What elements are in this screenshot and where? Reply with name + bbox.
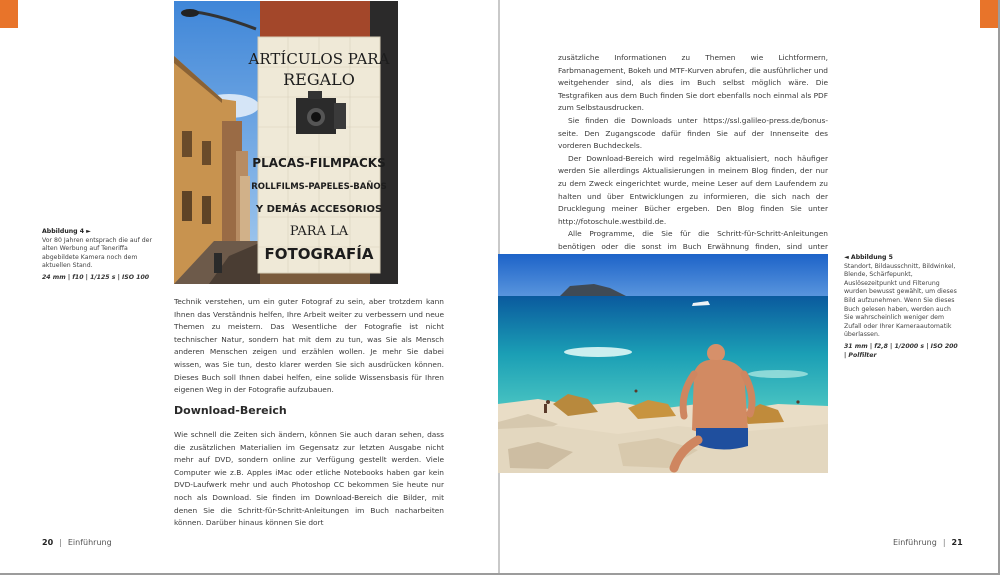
figure-4-caption — [42, 228, 154, 283]
sign-line-6: PARA LA — [289, 224, 349, 239]
intro-paragraph: Technik verstehen, um ein guter Fotograf zu sein, aber trotzdem kann Ihnen das Verständnis helfen, Ihre Arbeit weiter zu verbessern und neue Themen zu meistern. Das Wesentliche der Fotografie ist nicht technischer Natur, sondern hat mit dem zu tun, was Sie als Mensch anderen Menschen zeigen und erzählen wollen. Je mehr Sie dabei wissen, was Sie tun, desto klarer werden Sie sich ausdrücken können. Dieses Buch soll Ihnen dabei helfen, eine solide Wissensbasis für Ihren eigenen Weg in der Fotografie aufzubauen. — [174, 297, 444, 395]
street-sign-image — [174, 1, 398, 284]
figure-4-caption-meta: 24 mm | f10 | 1/125 s | ISO 100 — [42, 273, 150, 281]
section-heading: Download-Bereich — [174, 404, 287, 417]
figure-5-caption-meta: 31 mm | f2,8 | 1/2000 s | ISO 200 | Polfilter — [844, 342, 958, 359]
sign-line-1: ARTÍCULOS PARA — [248, 50, 390, 68]
sign-line-2: REGALO — [283, 70, 355, 89]
left-page — [0, 0, 498, 573]
figure-5-caption-title: ◄ Abbildung 5 — [844, 254, 893, 261]
figure-4-caption-text: Vor 80 Jahren entsprach die auf der alten Werbung auf Teneriffa abgebildete Kamera noch dem aktuellen Stand. — [42, 236, 153, 270]
section-paragraph-block — [174, 429, 444, 530]
right-paragraph-4: Alle Programme, die Sie für die Schritt-für-Schritt-Anleitungen benötigen oder die sonst im Buch Erwähnung finden, sind unter — [558, 229, 828, 251]
sign-line-4: ROLLFILMS-PAPELES-BAÑOS — [251, 182, 387, 192]
right-page-number: 21 — [951, 538, 963, 547]
sign-line-3: PLACAS-FILMPACKS — [252, 156, 386, 170]
left-chapter-name: Einführung — [67, 538, 112, 547]
figure-5-photo — [498, 254, 828, 473]
section-paragraph: Wie schnell die Zeiten sich ändern, können Sie auch daran sehen, dass die zusätzlichen Materialien im Gegensatz zur letzten Ausgabe nicht mehr auf DVD, sondern online zur Verfügung gestellt werden. Viele Computer wie z.B. Apples iMac oder etliche Notebooks haben gar kein DVD-Laufwerk mehr und auch Photoshop CC bekommen Sie heute nur noch als Download. Sie finden im Download-Bereich die Bilder, mit denen Sie die Schritt-für-Schritt-Anleitungen im Buch nacharbeiten können. Darüber hinaus können Sie dort — [174, 430, 444, 528]
sign-line-7: FOTOGRAFÍA — [264, 245, 374, 263]
left-page-number: 20 — [42, 538, 54, 547]
beach-image — [498, 254, 828, 473]
figure-5-caption — [844, 254, 960, 360]
intro-paragraph-block — [174, 296, 444, 397]
left-footer: 20 | Einführung — [42, 538, 112, 547]
figure-4-photo — [174, 1, 398, 284]
sign-line-5: Y DEMÁS ACCESORIOS — [255, 204, 383, 215]
right-footer: Einführung | 21 — [893, 538, 963, 547]
figure-5-caption-text: Standort, Bildausschnitt, Bildwinkel, Blende, Schärfepunkt, Auslösezeitpunkt und Filterung wurden bewusst gewählt, um dieses Bild aufzunehmen. Wenn Sie dieses Buch gelesen haben, werden auch Sie wahrscheinlich weniger dem Zufall oder Ihrer Kameraautomatik überlassen. — [844, 262, 957, 339]
right-paragraph-1: zusätzliche Informationen zu Themen wie Lichtformern, Farbmanagement, Bokeh und MTF-Kurven abrufen, die ausführlicher und weitgehender sind, als dies im Buch selbst möglich wäre. Die Testgrafiken aus dem Buch finden Sie dort ebenfalls noch einmal als PDF zum Selbstausdrucken. — [558, 53, 828, 113]
right-paragraph-3: Der Download-Bereich wird regelmäßig aktualisiert, noch häufiger werden Sie allerdings Aktualisierungen in meinem Blog finden, der nur zu dem Zweck eingerichtet wurde, meine Leser auf dem Laufendem zu halten und über Entwicklungen zu informieren, die sich nach der Drucklegung meiner Bücher ergeben. Den Blog finden Sie unter http://fotoschule.westbild.de. — [558, 153, 828, 226]
right-page — [500, 0, 998, 573]
right-chapter-name: Einführung — [893, 538, 937, 547]
right-paragraph-2: Sie finden die Downloads unter https://ssl.galileo-press.de/bonus-seite. Den Zugangscode dafür finden Sie auf der Innenseite des vorderen Buchdeckels. — [558, 115, 828, 151]
left-page-tab — [0, 0, 18, 28]
right-text-block — [558, 52, 828, 279]
right-page-tab — [980, 0, 998, 28]
figure-4-caption-title: Abbildung 4 ► — [42, 228, 91, 235]
